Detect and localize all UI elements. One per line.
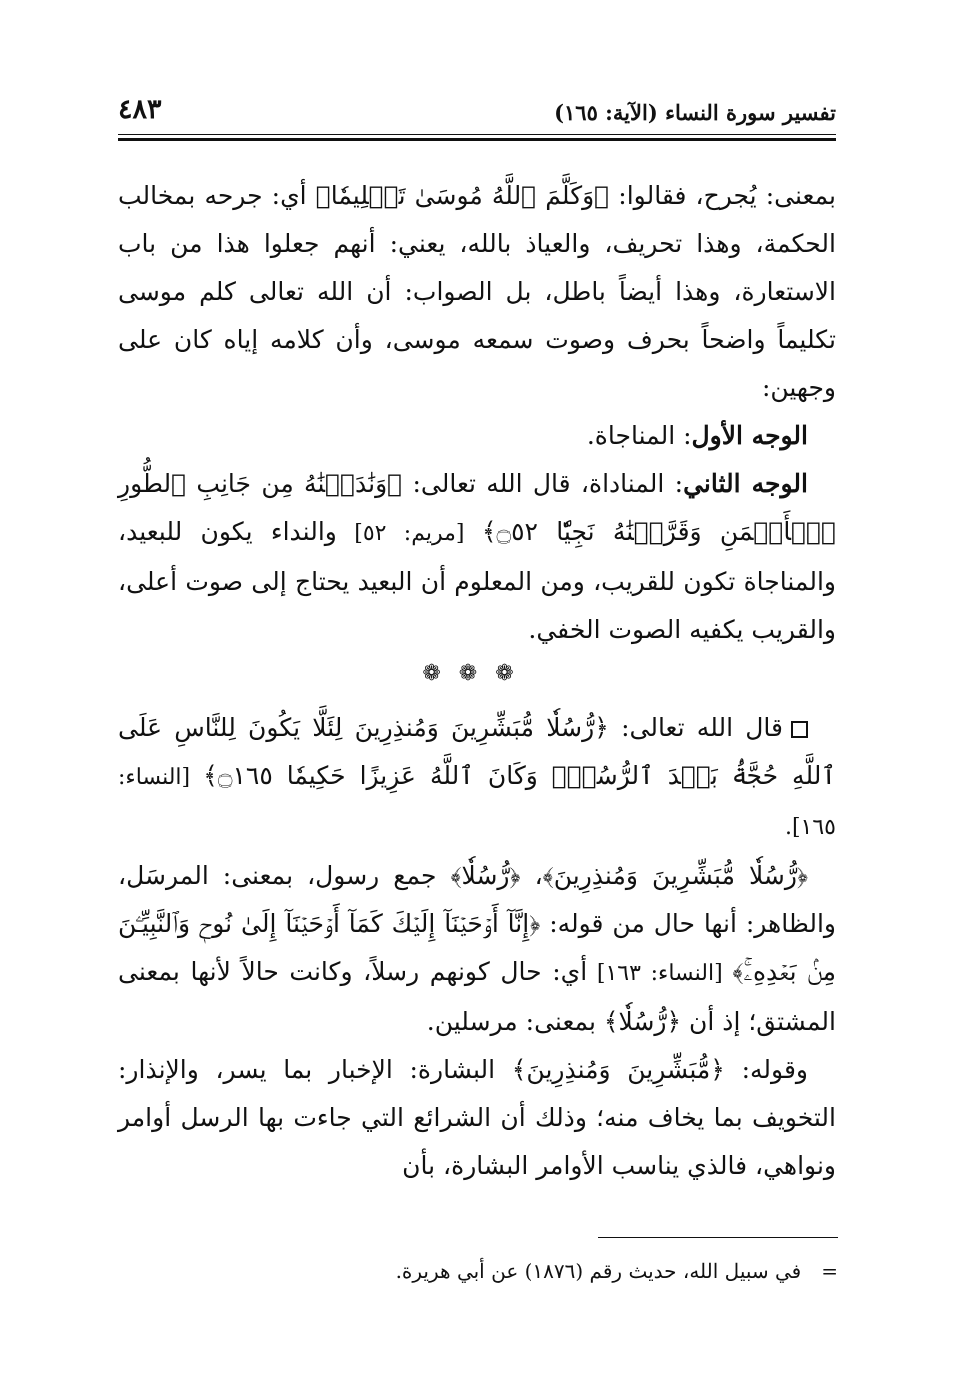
footnote-text: في سبيل الله، حديث رقم (١٨٧٦) عن أبي هريرة. bbox=[395, 1259, 802, 1283]
text-run: ، bbox=[520, 861, 543, 890]
quran-verse: ﴿رُّسُلٗا مُّبَشِّرِينَ وَمُنذِرِينَ﴾ bbox=[542, 861, 809, 890]
quran-verse: ﴿رُّسُلٗا﴾ bbox=[450, 861, 521, 890]
square-bullet-icon bbox=[791, 721, 808, 738]
verse-reference: [النساء: ١٦٣] bbox=[587, 961, 733, 986]
quran-verse: ﴿وَنَٰدَيۡنَٰهُ مِن جَانِبِ ٱلطُّورِ ٱلۡأَيۡمَنِ وَقَرَّبۡنَٰهُ نَجِيّٗا ۝٥٢﴾ bbox=[118, 469, 837, 546]
paragraph-3 bbox=[118, 460, 836, 654]
quran-verse: ﴿وَكَلَّمَ ٱللَّهُ مُوسَىٰ تَكۡلِيمٗا﴾ bbox=[315, 181, 610, 210]
text-run: أي: حال كونهم رسلاً، وكانت حالاً لأنها بمعنى المشتق؛ إذ أن bbox=[118, 957, 836, 1036]
text-run: قال الله تعالى: bbox=[608, 713, 783, 742]
page bbox=[118, 90, 836, 1190]
paragraph-2 bbox=[118, 412, 836, 460]
verse-reference: [مريم: ٥٢] bbox=[336, 521, 482, 546]
section-divider-ornaments: ❁❁❁ bbox=[422, 661, 532, 686]
header-rule-thick bbox=[118, 138, 836, 141]
paragraph-6 bbox=[118, 1046, 836, 1190]
section-label: الوجه الثاني bbox=[683, 469, 808, 498]
footnote-separator bbox=[598, 1237, 838, 1238]
page-header bbox=[118, 90, 836, 138]
main-text bbox=[118, 172, 836, 1190]
quran-verse: ﴿رُّسُلٗا مُّبَشِّرِينَ وَمُنذِرِينَ لِئَلَّا يَكُونَ لِلنَّاسِ عَلَى ٱللَّهِ حُجَّةُۢ بَعۡدَ ٱلرُّسُلِۚ وَكَانَ ٱللَّهُ عَزِيزًا حَكِيمٗا ۝١٦٥﴾ bbox=[118, 713, 836, 790]
text-run: وقوله: bbox=[724, 1055, 808, 1084]
text-run: جمع رسول، بمعنى: المرسَل، والظاهر: أنها حال من قوله: bbox=[118, 861, 837, 938]
text-run: : المناجاة. bbox=[586, 421, 692, 450]
text-run: بمعنى: مرسلين. bbox=[426, 1007, 604, 1036]
text-run: البشارة: الإخبار بما يسر، والإنذار: التخويف بما يخاف منه؛ وذلك أن الشرائع التي جاءت بها الرسل أوامر ونواهي، فالذي يناسب الأوامر البشارة، بأن bbox=[118, 1055, 836, 1180]
running-title: تفسير سورة النساء (الآية: ١٦٥) bbox=[554, 100, 836, 125]
footnote bbox=[396, 1256, 838, 1286]
text-run: أي: جرحه بمخالب الحكمة، وهذا تحريف، والعياذ بالله، يعني: أنهم جعلوا هذا من باب الاستعارة، وهذا أيضاً باطل، بل الصواب: أن الله تعالى كلم موسى تكليماً واضحاً بحرف وصوت سمعه موسى، وأن كلامه إياه كان على وجهين: bbox=[118, 181, 836, 402]
verse-reference: [النساء: ١٦٥]. bbox=[118, 765, 836, 840]
quran-verse: ﴿مُّبَشِّرِينَ وَمُنذِرِينَ﴾ bbox=[511, 1055, 725, 1084]
quran-verse: ﴿رُّسُلٗا﴾ bbox=[603, 1007, 682, 1036]
section-label: الوجه الأول bbox=[691, 421, 808, 450]
text-run: : المناداة، قال الله تعالى: bbox=[402, 469, 684, 498]
footnote-continuation-mark: = bbox=[821, 1259, 838, 1283]
text-run: بمعنى: يُجرح، فقالوا: bbox=[609, 181, 837, 210]
paragraph-5 bbox=[118, 852, 836, 1046]
page-number: ٤٨٣ bbox=[118, 94, 162, 125]
quran-verse: ﴿إِنَّآ أَوۡحَيۡنَآ إِلَيۡكَ كَمَآ أَوۡحَيۡنَآ إِلَىٰ نُوحٖ وَٱلنَّبِيِّـۧنَ مِنۢ بَعۡدِهِۦۚ﴾ bbox=[118, 909, 836, 986]
paragraph-1 bbox=[118, 172, 836, 412]
header-rule-thin bbox=[118, 134, 836, 135]
text-run: والنداء يكون للبعيد، والمناجاة تكون للقريب، ومن المعلوم أن البعيد يحتاج إلى صوت أعلى، والقريب يكفيه الصوت الخفي. bbox=[118, 517, 836, 644]
paragraph-4 bbox=[118, 704, 836, 852]
